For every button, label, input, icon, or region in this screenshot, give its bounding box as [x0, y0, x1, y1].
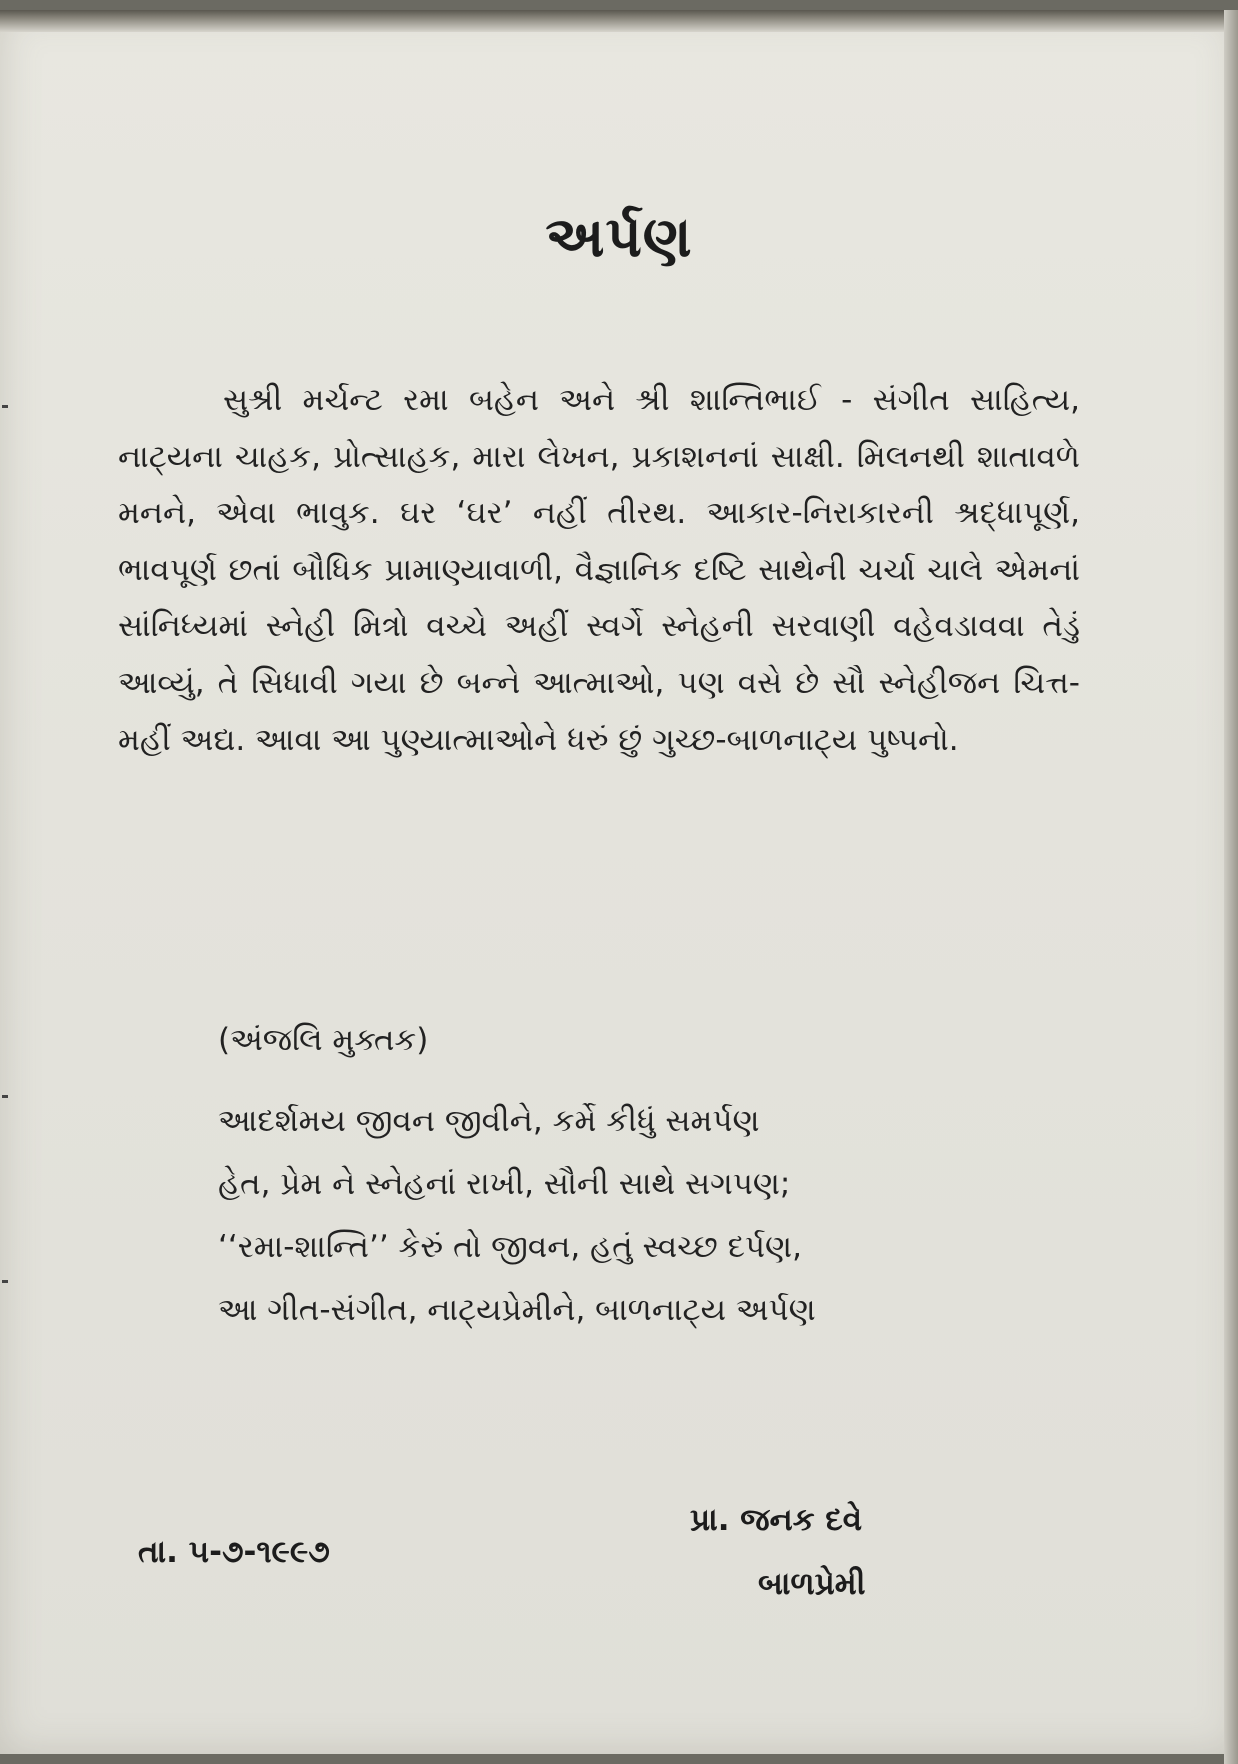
dedication-paragraph: સુશ્રી મર્ચન્ટ રમા બહેન અને શ્રી શાન્તિભાઈ - સંગીત સાહિત્ય, નાટ્યના ચાહક, પ્રોત્સાહક, મારા લેખન, પ્રકાશનનાં સાક્ષી. મિલનથી શાતાવળે મનને, એવા ભાવુક. ઘર ‘ઘર’ નહીં તીરથ. આકાર-નિરાકારની શ્રદ્ધાપૂર્ણ, ભાવપૂર્ણ છતાં બૌધિક પ્રામાણ્યાવાળી, વૈજ્ઞાનિક દષ્ટિ સાથેની ચર્ચા ચાલે એમનાં સાંનિધ્યમાં સ્નેહી મિત્રો વચ્ચે અહીં સ્વર્ગે સ્નેહની સરવાણી વહેવડાવવા તેડું આવ્યું, તે સિધાવી ગયા છે બન્ને આત્માઓ, પણ વસે છે સૌ સ્નેહીજન ચિત્ત-મહીં અદ્ય. આવા આ પુણ્યાત્માઓને ધરું છું ગુચ્છ-બાળનાટ્ય પુષ્પનો.	[118, 382, 1080, 758]
page-title: અર્પણ	[545, 205, 693, 270]
book-page	[0, 10, 1238, 1754]
margin-mark	[2, 1095, 8, 1098]
author-name: પ્રા. જનક દવે	[690, 1502, 863, 1538]
poem-line: આદર્શમય જીવન જીવીને, કર્મે કીધું સમર્પણ	[218, 1103, 760, 1139]
poem-line: હેત, પ્રેમ ને સ્નેહનાં રાખી, સૌની સાથે સગપણ;	[218, 1166, 791, 1202]
page-right-edge	[1224, 10, 1238, 1764]
poem-title: (અંજલિ મુક્તક)	[218, 1022, 429, 1058]
dedication-date: તા. ૫-૭-૧૯૯૭	[138, 1534, 330, 1570]
margin-mark	[2, 405, 8, 408]
margin-mark	[2, 1280, 8, 1283]
author-subtitle: બાળપ્રેમી	[758, 1566, 866, 1602]
poem-line: ‘‘રમા-શાન્તિ’’ કેરું તો જીવન, હતું સ્વચ્છ દર્પણ,	[218, 1229, 802, 1265]
poem-line: આ ગીત-સંગીત, નાટ્યપ્રેમીને, બાળનાટ્ય અર્પણ	[218, 1292, 816, 1328]
poem	[218, 1090, 816, 1342]
page-top-edge	[0, 10, 1238, 32]
